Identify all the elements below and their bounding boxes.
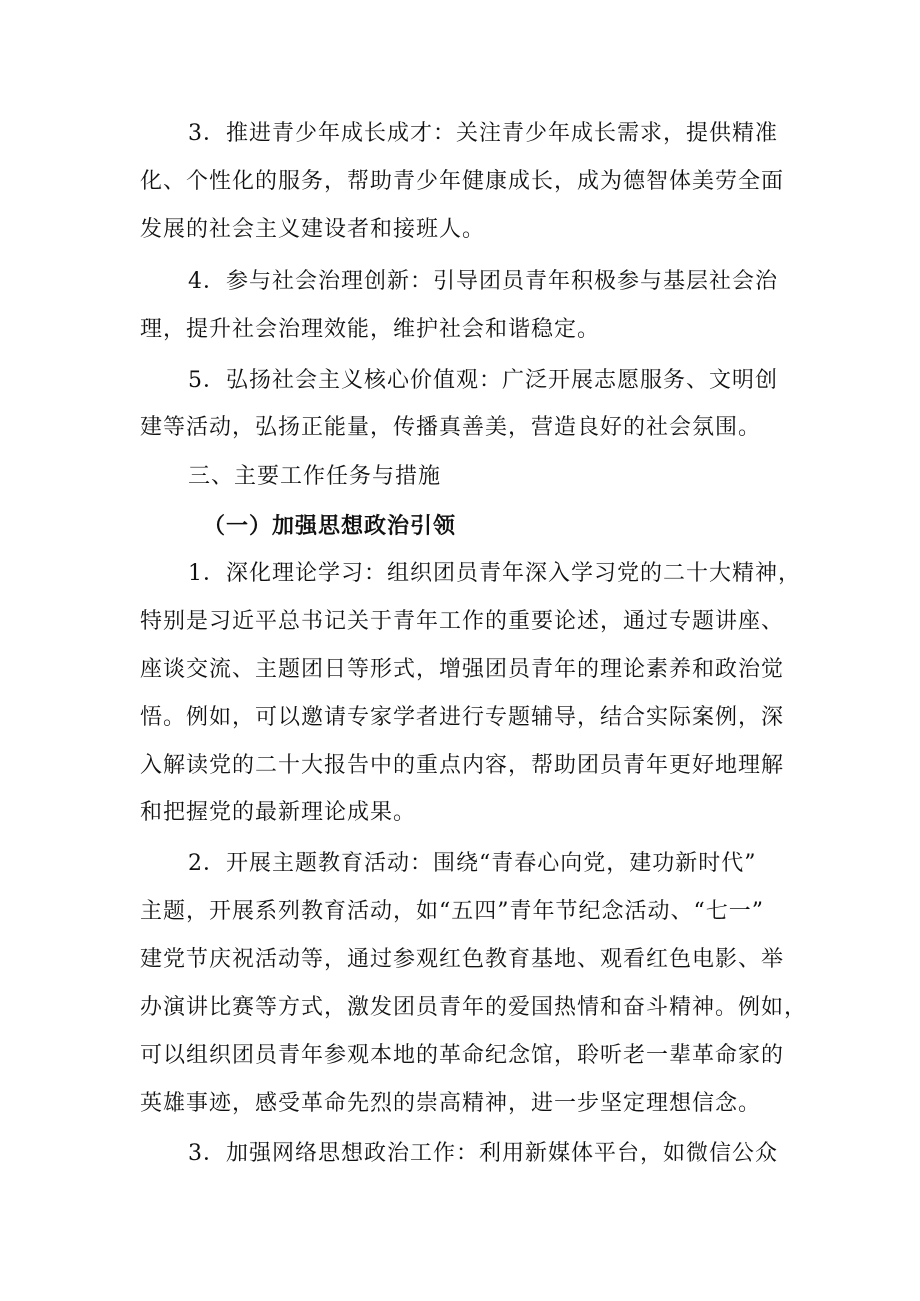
section-heading: 三、主要工作任务与措施 bbox=[188, 464, 442, 489]
paragraph-3-line-1: 3．推进青少年成长成才：关注青少年成长需求，提供精准 bbox=[188, 121, 778, 146]
item-2-line-2: 主题，开展系列教育活动，如“五四”青年节纪念活动、“七一” bbox=[140, 899, 764, 924]
item-2-line-3: 建党节庆祝活动等，通过参观红色教育基地、观看红色电影、举 bbox=[140, 947, 785, 972]
paragraph-3-line-3: 发展的社会主义建设者和接班人。 bbox=[140, 217, 486, 242]
item-1-line-1: 1．深化理论学习：组织团员青年深入学习党的二十大精神， bbox=[188, 561, 801, 586]
paragraph-4-line-2: 理，提升社会治理效能，维护社会和谐稳定。 bbox=[140, 317, 601, 342]
subsection-heading: （一）加强思想政治引领 bbox=[203, 513, 457, 539]
paragraph-4-line-1: 4．参与社会治理创新：引导团员青年积极参与基层社会治 bbox=[188, 269, 778, 294]
paragraph-5-line-1: 5．弘扬社会主义核心价值观：广泛开展志愿服务、文明创 bbox=[188, 368, 778, 393]
paragraph-5-line-2: 建等活动，弘扬正能量，传播真善美，营造良好的社会氛围。 bbox=[140, 415, 762, 440]
paragraph-3-line-2: 化、个性化的服务，帮助青少年健康成长，成为德智体美劳全面 bbox=[140, 169, 785, 194]
item-3-line-1: 3．加强网络思想政治工作：利用新媒体平台，如微信公众 bbox=[188, 1141, 778, 1166]
item-2-line-4: 办演讲比赛等方式，激发团员青年的爱国热情和奋斗精神。例如， bbox=[140, 995, 808, 1020]
item-1-line-3: 座谈交流、主题团日等形式，增强团员青年的理论素养和政治觉 bbox=[140, 657, 785, 682]
item-1-line-4: 悟。例如，可以邀请专家学者进行专题辅导，结合实际案例，深 bbox=[140, 705, 785, 730]
item-2-line-1: 2．开展主题教育活动：围绕“青春心向党，建功新时代” bbox=[188, 851, 757, 876]
item-1-line-6: 和把握党的最新理论成果。 bbox=[140, 800, 417, 825]
item-1-line-2: 特别是习近平总书记关于青年工作的重要论述，通过专题讲座、 bbox=[140, 609, 785, 634]
item-2-line-6: 英雄事迹，感受革命先烈的崇高精神，进一步坚定理想信念。 bbox=[140, 1091, 762, 1116]
item-2-line-5: 可以组织团员青年参观本地的革命纪念馆，聆听老一辈革命家的 bbox=[140, 1043, 785, 1068]
item-1-line-5: 入解读党的二十大报告中的重点内容，帮助团员青年更好地理解 bbox=[140, 753, 785, 778]
